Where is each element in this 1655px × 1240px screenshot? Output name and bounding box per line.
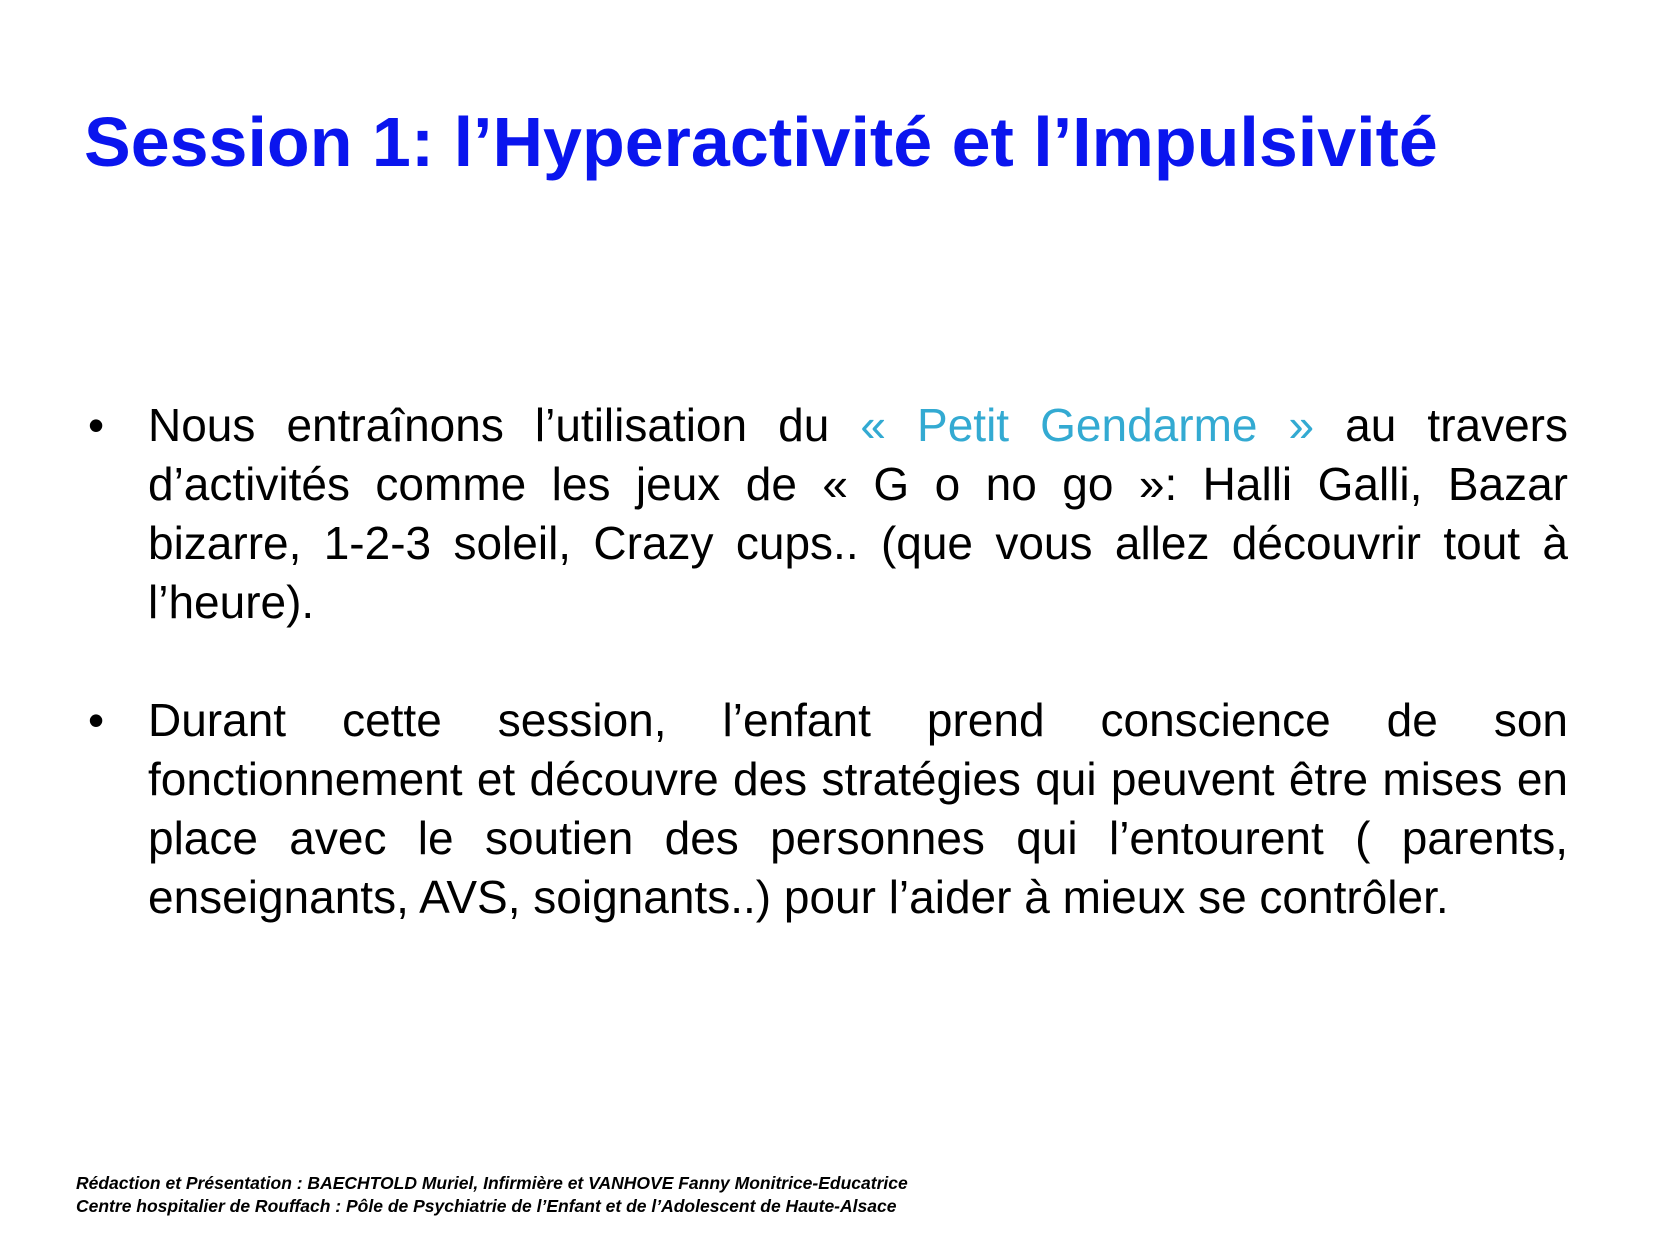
bullet-item-activities [88, 396, 1568, 632]
bullet-text: Durant cette session, l’enfant prend conscience de son fonctionnement et découvre des stratégies qui peuvent être mises en place avec le soutien des personnes qui l’entourent ( parents, enseignants, AVS, soignants..) pour l’aider à mieux se contrôler. [148, 694, 1568, 923]
bullet-item-session [88, 691, 1568, 927]
slide-title: Session 1: l’Hyperactivité et l’Impulsivité [84, 103, 1438, 181]
bullet-icon: • [88, 694, 105, 746]
bullet-text-after: au travers d’activités comme les jeux de « G o no go »: Halli Galli, Bazar bizarre, 1-2-3 soleil, Crazy cups.. (que vous allez découvrir tout à l’heure). [148, 399, 1568, 628]
bullet-list [88, 396, 1568, 927]
footer-institution: Centre hospitalier de Rouffach : Pôle de Psychiatrie de l’Enfant et de l’Adolescent de Haute-Alsace [76, 1196, 897, 1216]
bullet-icon: • [88, 399, 105, 451]
slide-footer [76, 1172, 908, 1218]
petit-gendarme-highlight: « Petit Gendarme » [860, 399, 1315, 451]
footer-credits: Rédaction et Présentation : BAECHTOLD Muriel, Infirmière et VANHOVE Fanny Monitrice-Educatrice [76, 1173, 908, 1193]
bullet-text-before: Nous entraînons l’utilisation du [148, 399, 861, 451]
